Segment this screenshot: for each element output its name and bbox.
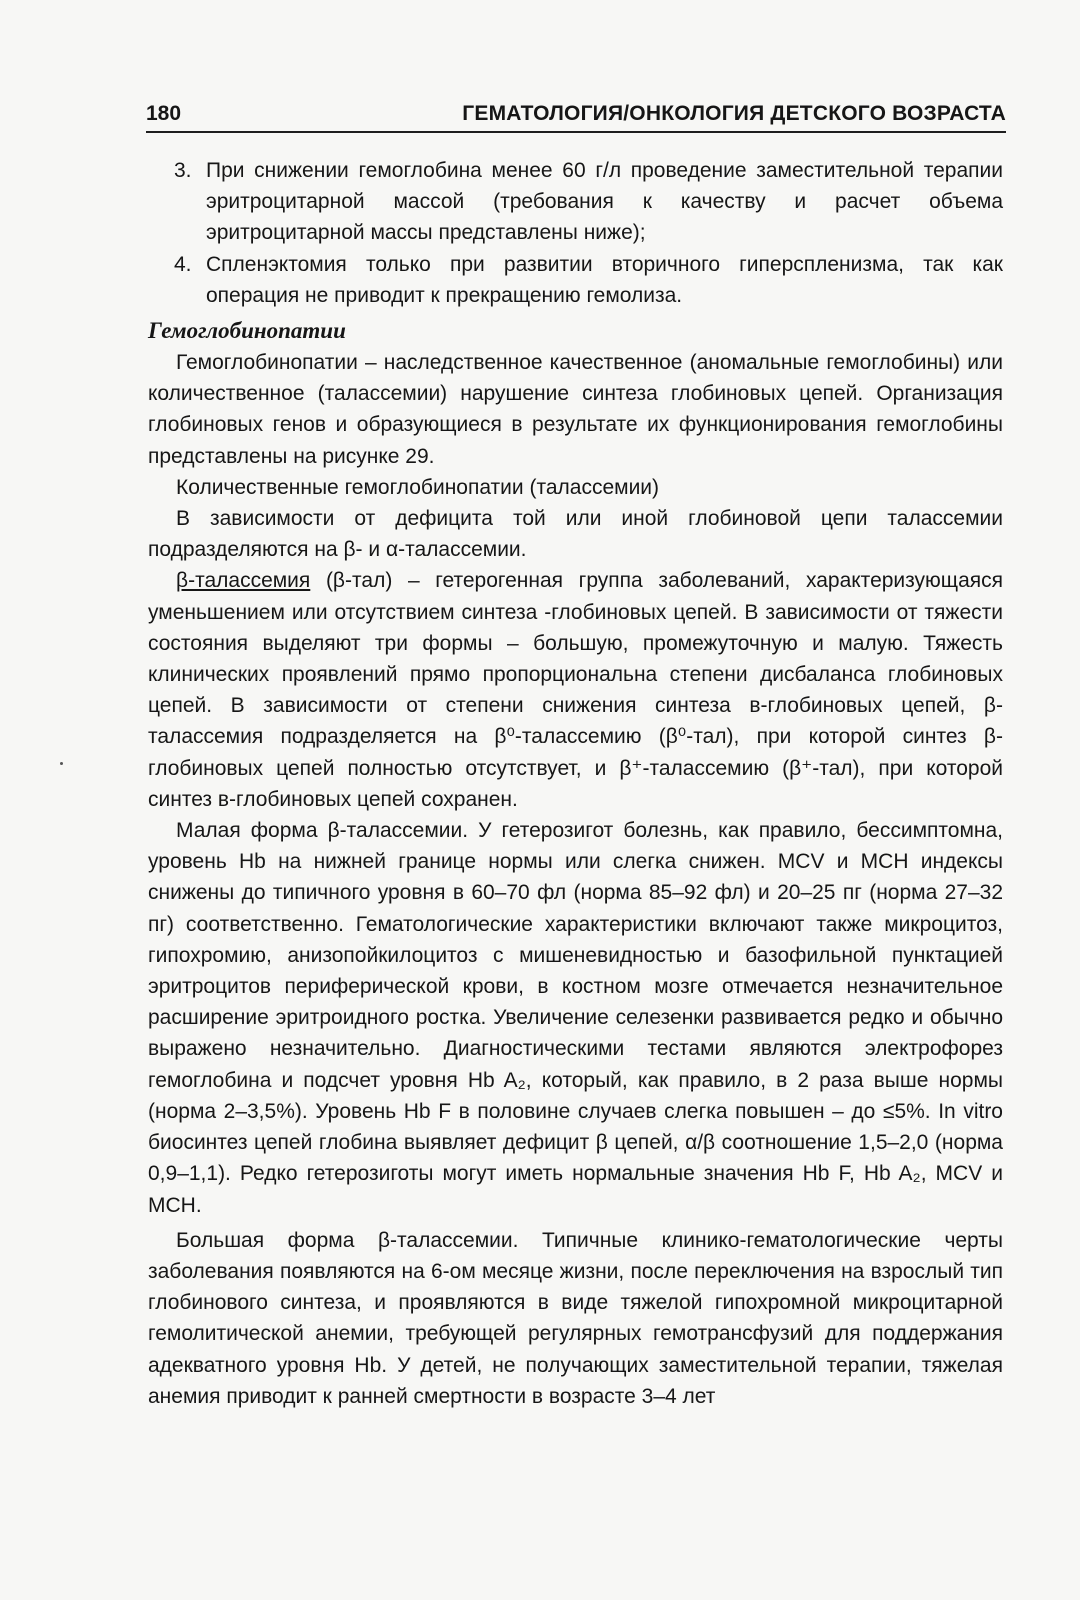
header-rule: [146, 131, 1006, 133]
list-item-text: Спленэктомия только при развитии вторичного гиперспленизма, так как операция не приводит к прекращению гемолиза.: [206, 252, 1003, 307]
section-title: Гемоглобинопатии: [148, 318, 346, 344]
term-beta-thalassemia: β-талассемия: [176, 569, 311, 593]
paragraph-beta-text: (β-тал) – гетерогенная группа заболеваний, характеризующаяся уменьшением или отсутствием синтеза -глобиновых цепей. В зависимости от тяжести состояния выделяют три формы – большую, промежуточную и малую. Тяжесть клинических проявлений прямо пропорциональна степени дисбаланса глобиновых цепей. В зависимости от степени снижения синтеза в-глобиновых цепей, β-талассемия подразделяется на β⁰-талассемию (β⁰-тал), при которой синтез β-глобиновых цепей полностью отсутствует, и β⁺-талассемию (β⁺-тал), при которой синтез в-глобиновых цепей сохранен.: [148, 569, 1003, 811]
paragraph-beta-thalassemia: [148, 565, 1003, 815]
page-number: 180: [146, 102, 182, 125]
paragraph-classification: В зависимости от дефицита той или иной глобиновой цепи талассемии подразделяются на β- и α-талассемии.: [148, 507, 1003, 562]
scan-speck: [60, 762, 63, 765]
running-title: ГЕМАТОЛОГИЯ/ОНКОЛОГИЯ ДЕТСКОГО ВОЗРАСТА: [462, 102, 1006, 125]
subheading: Количественные гемоглобинопатии (талассемии): [176, 475, 660, 499]
page-body: [148, 155, 1003, 1412]
list-item: [148, 155, 1003, 249]
list-item-number: 4.: [174, 252, 192, 276]
paragraph-intro: Гемоглобинопатии – наследственное качественное (аномальные гемоглобины) или количественное (талассемии) нарушение синтеза глобиновых цепей. Организация глобиновых генов и образующиеся в результате их функционирования гемоглобины представлены на рисунке 29.: [148, 351, 1003, 468]
paragraph-minor-form: Малая форма β-талассемии. У гетерозигот болезнь, как правило, бессимптомна, уровень Hb на нижней границе нормы или слегка снижен. MCV и MCH индексы снижены до типичного уровня в 60–70 фл (норма 85–92 фл) и 20–25 пг (норма 27–32 пг) соответственно. Гематологические характеристики включают также микроцитоз, гипохромию, анизопойкилоцитоз с мишеневидностью и базофильной пунктацией эритроцитов периферической крови, в костном мозге отмечается незначительное расширение эритроидного ростка. Увеличение селезенки развивается редко и обычно выражено незначительно. Диагностическими тестами являются электрофорез гемоглобина и подсчет уровня Hb A₂, который, как правило, в 2 раза выше нормы (норма 2–3,5%). Уровень Hb F в половине случаев слегка повышен – до ≤5%. In vitro биосинтез цепей глобина выявляет дефицит β цепей, α/β соотношение 1,5–2,0 (норма 0,9–1,1). Редко гетерозиготы могут иметь нормальные значения Hb F, Hb A₂, MCV и MCH.: [148, 819, 1003, 1217]
treatment-list: [148, 155, 1003, 311]
list-item-number: 3.: [174, 159, 192, 182]
list-item: [148, 249, 1003, 311]
list-item-text: При снижении гемоглобина менее 60 г/л проведение заместительной терапии эритроцитарной массой (требования к качеству и расчет объема эритроцитарной массы представлены ниже);: [206, 159, 1003, 245]
paragraph-major-form: Большая форма β-талассемии. Типичные клинико-гематологические черты заболевания появляются на 6-ом месяце жизни, после переключения на взрослый тип глобинового синтеза, и проявляются в виде тяжелой гипохромной микроцитарной гемолитической анемии, требующей регулярных гемотрансфузий для поддержания адекватного уровня Hb. У детей, не получающих заместительной терапии, тяжелая анемия приводит к ранней смертности в возрасте 3–4 лет: [148, 1228, 1003, 1408]
